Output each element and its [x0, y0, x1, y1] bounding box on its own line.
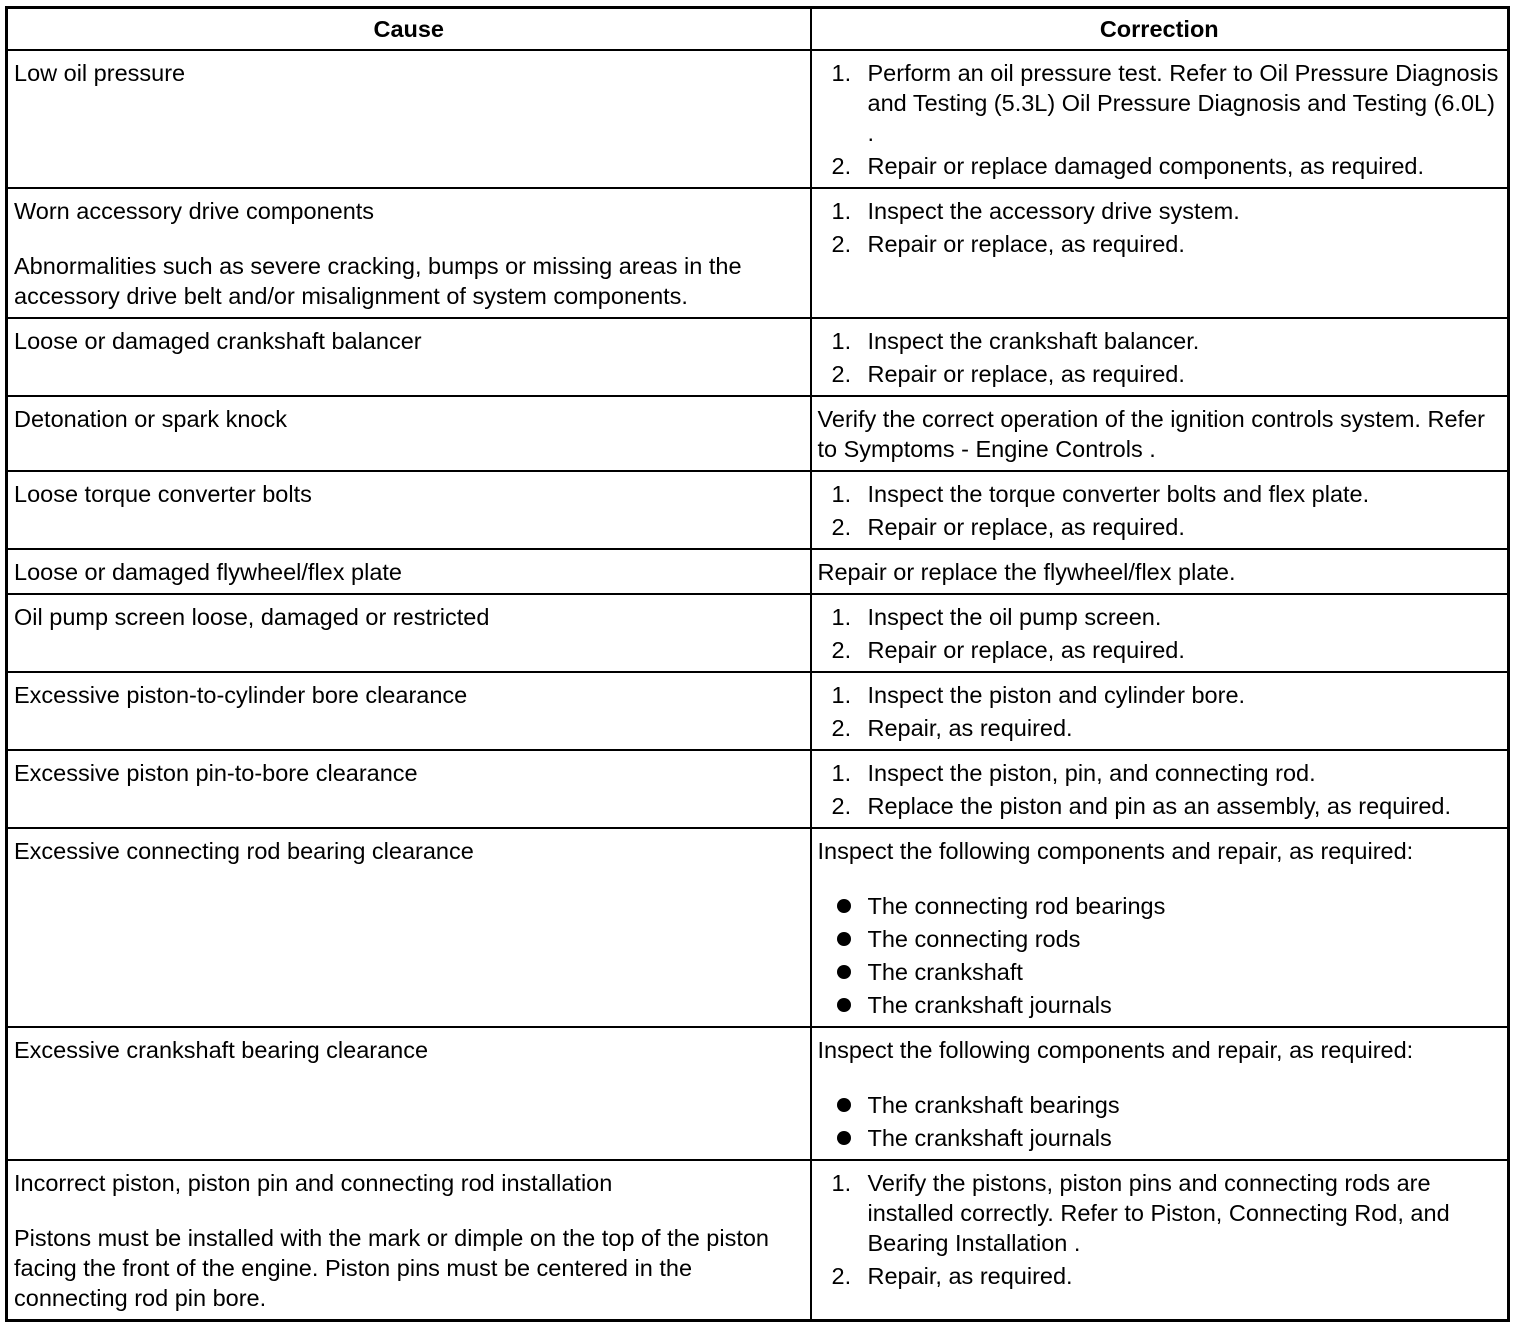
cause-text: Worn accessory drive components: [14, 198, 375, 224]
table-row: [7, 188, 1509, 318]
correction-cell: [811, 188, 1509, 318]
correction-cell: [811, 549, 1509, 594]
bullet-dot-icon: [837, 899, 851, 913]
cause-text: Incorrect piston, piston pin and connecting rod installation: [14, 1170, 613, 1196]
cause-cell: [7, 828, 811, 1027]
correction-steps: [818, 602, 1503, 665]
step-number: 1.: [831, 682, 852, 708]
step-number: 2.: [831, 514, 852, 540]
correction-cell: [811, 1160, 1509, 1321]
correction-step: [818, 758, 1503, 788]
correction-steps: [818, 196, 1503, 259]
cause-column-header: Cause: [7, 8, 811, 51]
bullet-text: The crankshaft journals: [867, 992, 1112, 1018]
table-row: [7, 50, 1509, 188]
correction-steps: [818, 326, 1503, 389]
bullet-item: [818, 891, 1503, 921]
step-number: 2.: [831, 361, 852, 387]
bullet-item: [818, 957, 1503, 987]
step-number: 2.: [831, 637, 852, 663]
correction-cell: [811, 672, 1509, 750]
correction-cell: [811, 50, 1509, 188]
table-row: [7, 549, 1509, 594]
cause-cell: [7, 318, 811, 396]
table-row: [7, 594, 1509, 672]
correction-step: [818, 229, 1503, 259]
cause-cell: [7, 672, 811, 750]
correction-step: [818, 602, 1503, 632]
bullet-text: The connecting rod bearings: [867, 893, 1166, 919]
correction-step: [818, 196, 1503, 226]
step-text: Inspect the piston, pin, and connecting rod.: [867, 760, 1316, 786]
cause-text: Detonation or spark knock: [14, 406, 288, 432]
step-number: 1.: [831, 481, 852, 507]
cause-note: Abnormalities such as severe cracking, bumps or missing areas in the accessory drive belt and/or misalignment of system components.: [14, 253, 742, 309]
step-text: Inspect the piston and cylinder bore.: [867, 682, 1246, 708]
cause-note: Pistons must be installed with the mark or dimple on the top of the piston facing the front of the engine. Piston pins must be centered in the connecting rod pin bore.: [14, 1225, 770, 1311]
table-row: [7, 750, 1509, 828]
correction-text: Verify the correct operation of the ignition controls system. Refer to Symptoms - Engine Controls .: [817, 406, 1485, 462]
step-number: 2.: [831, 153, 852, 179]
cause-text: Loose or damaged flywheel/flex plate: [14, 559, 402, 585]
correction-text: Inspect the following components and repair, as required:: [817, 838, 1414, 864]
correction-step: [818, 58, 1503, 148]
step-number: 1.: [831, 328, 852, 354]
correction-step: [818, 1261, 1503, 1291]
step-number: 1.: [831, 60, 852, 86]
table-row: [7, 1027, 1509, 1160]
cause-text: Low oil pressure: [14, 60, 186, 86]
correction-cell: [811, 471, 1509, 549]
step-number: 1.: [831, 760, 852, 786]
bullet-text: The crankshaft journals: [867, 1125, 1112, 1151]
table-row: [7, 318, 1509, 396]
bullet-dot-icon: [837, 965, 851, 979]
correction-column-header: Correction: [811, 8, 1509, 51]
correction-steps: [818, 680, 1503, 743]
bullet-dot-icon: [837, 1131, 851, 1145]
correction-text: Inspect the following components and repair, as required:: [817, 1037, 1414, 1063]
correction-step: [818, 1168, 1503, 1258]
correction-step: [818, 791, 1503, 821]
step-number: 1.: [831, 604, 852, 630]
bullet-item: [818, 924, 1503, 954]
step-number: 1.: [831, 1170, 852, 1196]
step-number: 2.: [831, 1263, 852, 1289]
bullet-text: The connecting rods: [867, 926, 1081, 952]
correction-cell: [811, 750, 1509, 828]
correction-step: [818, 680, 1503, 710]
table-header-row: [7, 8, 1509, 51]
cause-text: Loose torque converter bolts: [14, 481, 312, 507]
cause-cell: [7, 594, 811, 672]
step-text: Inspect the torque converter bolts and flex plate.: [867, 481, 1370, 507]
correction-cell: [811, 396, 1509, 471]
cause-cell: [7, 1027, 811, 1160]
bullet-dot-icon: [837, 1098, 851, 1112]
correction-step: [818, 713, 1503, 743]
correction-text: Repair or replace the flywheel/flex plate.: [817, 559, 1236, 585]
step-text: Inspect the accessory drive system.: [867, 198, 1240, 224]
correction-step: [818, 479, 1503, 509]
cause-cell: [7, 396, 811, 471]
bullet-item: [818, 1123, 1503, 1153]
cause-text: Excessive connecting rod bearing clearance: [14, 838, 474, 864]
bullet-text: The crankshaft: [867, 959, 1023, 985]
step-number: 2.: [831, 231, 852, 257]
table-row: [7, 471, 1509, 549]
correction-cell: [811, 1027, 1509, 1160]
step-text: Repair or replace, as required.: [867, 361, 1185, 387]
cause-cell: [7, 50, 811, 188]
correction-step: [818, 512, 1503, 542]
bullet-item: [818, 1090, 1503, 1120]
correction-steps: [818, 758, 1503, 821]
cause-cell: [7, 750, 811, 828]
cause-text: Loose or damaged crankshaft balancer: [14, 328, 422, 354]
diagnosis-table: [5, 6, 1510, 1322]
table-row: [7, 828, 1509, 1027]
correction-step: [818, 326, 1503, 356]
cause-text: Excessive piston-to-cylinder bore clearance: [14, 682, 468, 708]
step-number: 2.: [831, 715, 852, 741]
correction-steps: [818, 1168, 1503, 1291]
bullet-text: The crankshaft bearings: [867, 1092, 1120, 1118]
correction-cell: [811, 318, 1509, 396]
cause-text: Excessive piston pin-to-bore clearance: [14, 760, 418, 786]
correction-steps: [818, 58, 1503, 181]
correction-cell: [811, 828, 1509, 1027]
table-row: [7, 396, 1509, 471]
cause-text: Oil pump screen loose, damaged or restricted: [14, 604, 490, 630]
step-text: Repair or replace damaged components, as required.: [867, 153, 1424, 179]
table-row: [7, 1160, 1509, 1321]
cause-cell: [7, 188, 811, 318]
correction-step: [818, 635, 1503, 665]
cause-text: Excessive crankshaft bearing clearance: [14, 1037, 429, 1063]
correction-bullets: [818, 891, 1503, 1020]
step-text: Replace the piston and pin as an assembly, as required.: [867, 793, 1451, 819]
correction-steps: [818, 479, 1503, 542]
correction-step: [818, 359, 1503, 389]
table-body: [7, 50, 1509, 1321]
step-text: Repair, as required.: [867, 715, 1073, 741]
step-text: Repair, as required.: [867, 1263, 1073, 1289]
bullet-dot-icon: [837, 932, 851, 946]
step-text: Inspect the oil pump screen.: [867, 604, 1162, 630]
correction-bullets: [818, 1090, 1503, 1153]
bullet-dot-icon: [837, 998, 851, 1012]
step-text: Perform an oil pressure test. Refer to Oil Pressure Diagnosis and Testing (5.3L) Oil Pressure Diagnosis and Testing (6.0L) .: [867, 60, 1499, 146]
correction-step: [818, 151, 1503, 181]
step-text: Repair or replace, as required.: [867, 514, 1185, 540]
table-row: [7, 672, 1509, 750]
cause-cell: [7, 549, 811, 594]
step-text: Repair or replace, as required.: [867, 637, 1185, 663]
step-text: Verify the pistons, piston pins and connecting rods are installed correctly. Refer to Piston, Connecting Rod, and Bearing Installation .: [867, 1170, 1450, 1256]
step-number: 2.: [831, 793, 852, 819]
step-number: 1.: [831, 198, 852, 224]
cause-cell: [7, 471, 811, 549]
cause-cell: [7, 1160, 811, 1321]
step-text: Inspect the crankshaft balancer.: [867, 328, 1200, 354]
bullet-item: [818, 990, 1503, 1020]
correction-cell: [811, 594, 1509, 672]
step-text: Repair or replace, as required.: [867, 231, 1185, 257]
